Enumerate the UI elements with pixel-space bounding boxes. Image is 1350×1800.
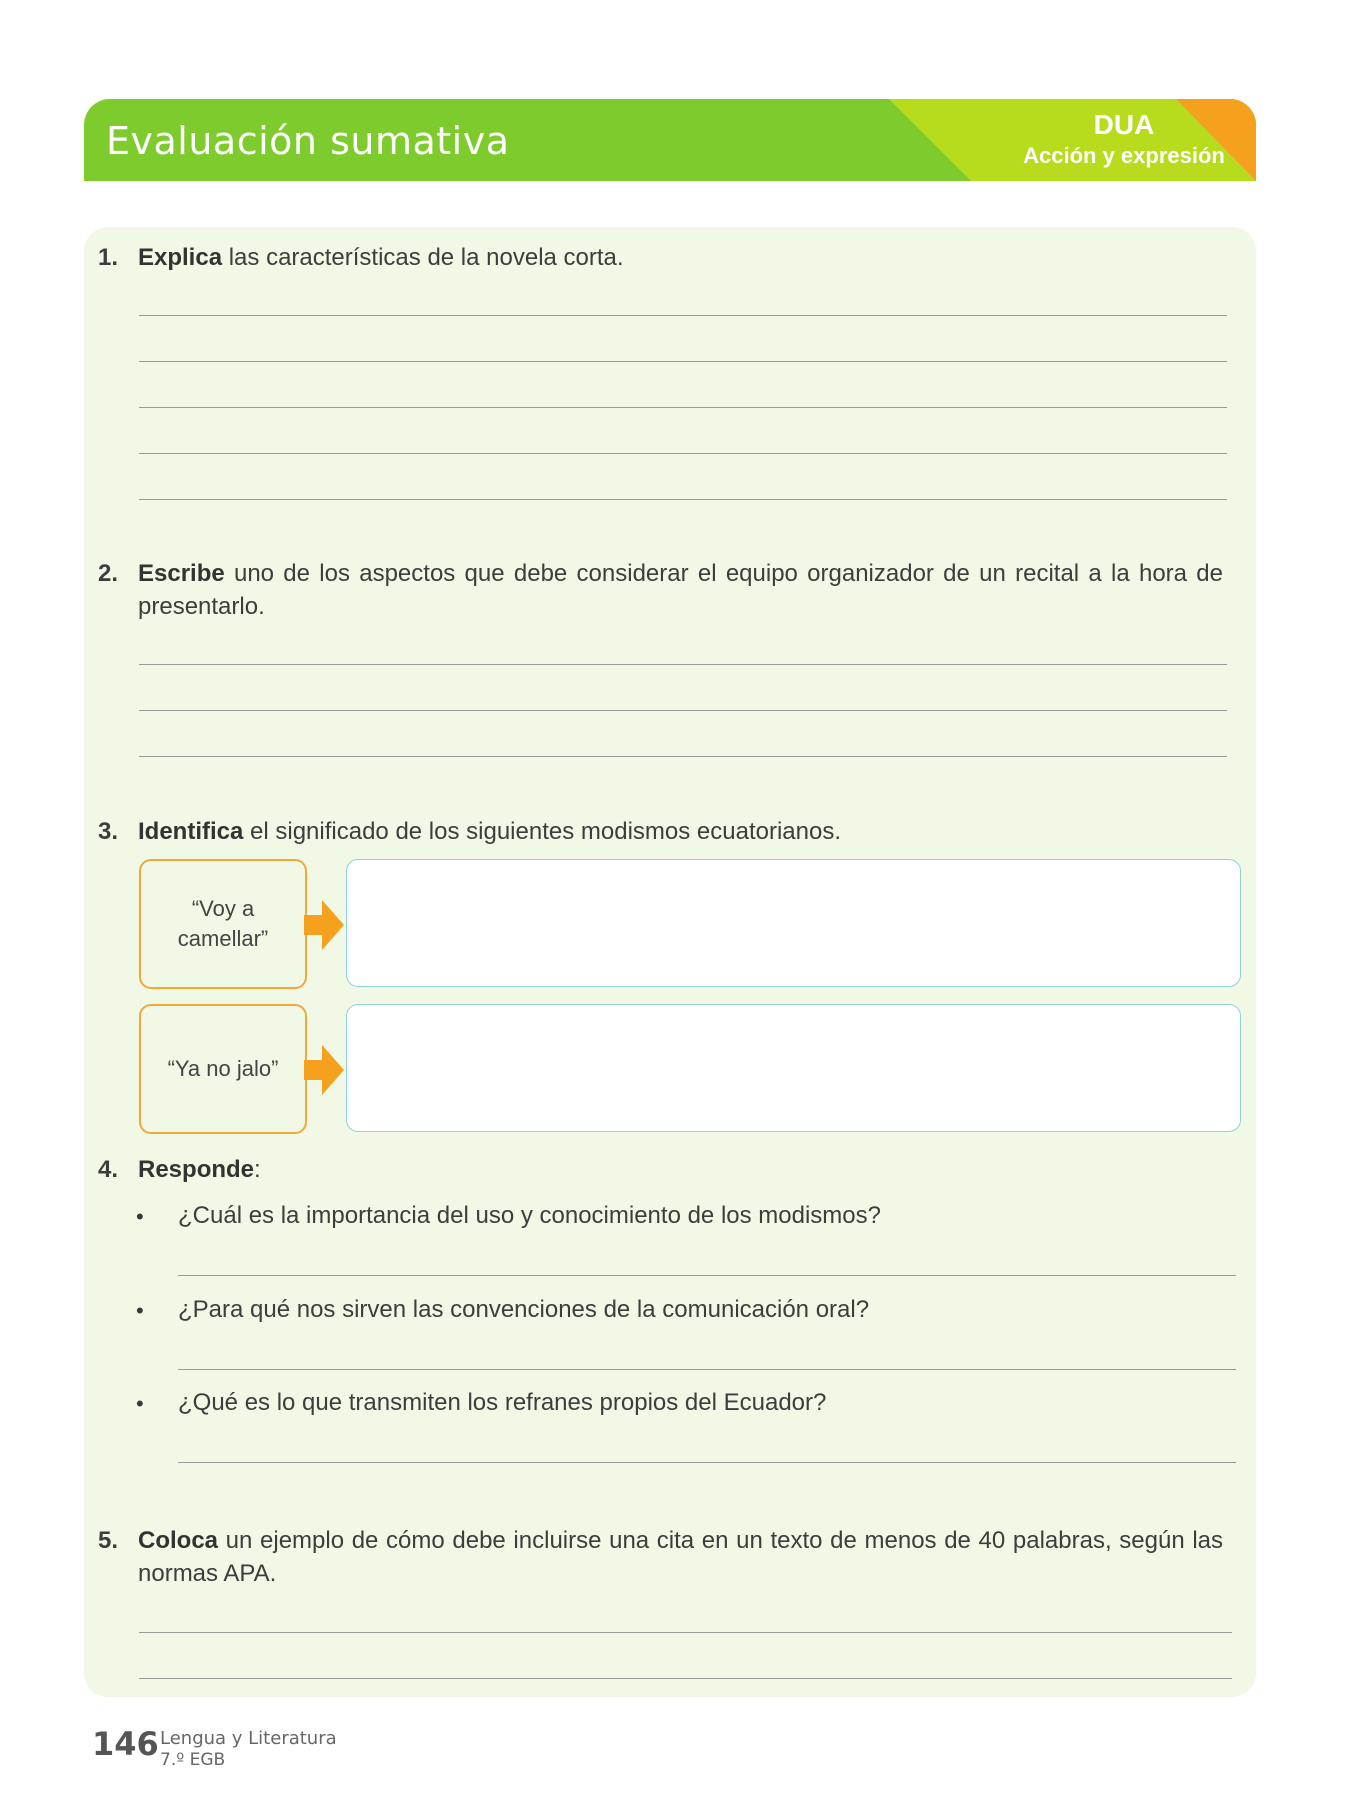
answer-line[interactable] [139,756,1227,757]
answer-line[interactable] [178,1275,1236,1276]
sub-question-3: ¿Qué es lo que transmiten los refranes propios del Ecuador? [178,1389,827,1416]
answer-line[interactable] [139,453,1227,454]
question-number: 2. [98,560,119,587]
question-verb: Responde [138,1156,255,1183]
question-number: 3. [98,818,119,845]
footer-grade: 7.º EGB [160,1750,226,1770]
page-number: 146 [92,1725,159,1763]
question-text [138,557,1223,623]
dua-title: DUA [1093,109,1155,140]
question-verb: Coloca [138,1527,219,1554]
footer-subject: Lengua y Literatura [160,1728,337,1749]
arrow-right-icon [304,900,344,950]
question-text [138,1524,1223,1590]
modism-answer-box-1[interactable] [346,859,1241,987]
answer-line[interactable] [139,1678,1232,1679]
question-body: las características de la novela corta. [222,244,624,271]
question-verb: Escribe [138,560,225,587]
evaluation-panel [84,227,1256,1697]
modism-answer-box-2[interactable] [346,1004,1241,1132]
question-body: uno de los aspectos que debe considerar el equipo organizador de un recital a la hora de presentarlo. [138,560,1223,620]
answer-line[interactable] [139,407,1227,408]
arrow-right-icon [304,1045,344,1095]
question-number: 1. [98,244,119,271]
question-text [138,241,1183,274]
modism-term-2 [139,1004,307,1134]
answer-line[interactable] [178,1369,1236,1370]
answer-line[interactable] [139,315,1227,316]
modism-text: “Voy a camellar” [177,896,269,951]
question-number: 5. [98,1527,119,1554]
sub-question-1: ¿Cuál es la importancia del uso y conocimiento de los modismos? [178,1202,881,1229]
answer-line[interactable] [178,1462,1236,1463]
bullet-icon: • [136,1298,144,1323]
question-verb: Identifica [138,818,244,845]
question-verb: Explica [138,244,223,271]
sub-question-2: ¿Para qué nos sirven las convenciones de la comunicación oral? [178,1296,870,1323]
modism-text: “Ya no jalo” [167,1056,279,1081]
question-number: 4. [98,1156,119,1183]
question-text [138,1153,1183,1186]
answer-line[interactable] [139,710,1227,711]
question-body: : [254,1156,261,1183]
dua-subtitle: Acción y expresión [1023,143,1225,168]
answer-line[interactable] [139,1632,1232,1633]
question-body: un ejemplo de cómo debe incluirse una cita en un texto de menos de 40 palabras, según las normas APA. [138,1527,1223,1587]
answer-line[interactable] [139,499,1227,500]
header-banner [84,99,1256,181]
answer-line[interactable] [139,664,1227,665]
modism-term-1 [139,859,307,989]
question-body: el significado de los siguientes modismos ecuatorianos. [243,818,842,845]
answer-line[interactable] [139,361,1227,362]
bullet-icon: • [136,1391,144,1416]
question-text [138,815,1183,848]
page-title: Evaluación sumativa [106,119,510,163]
bullet-icon: • [136,1204,144,1229]
